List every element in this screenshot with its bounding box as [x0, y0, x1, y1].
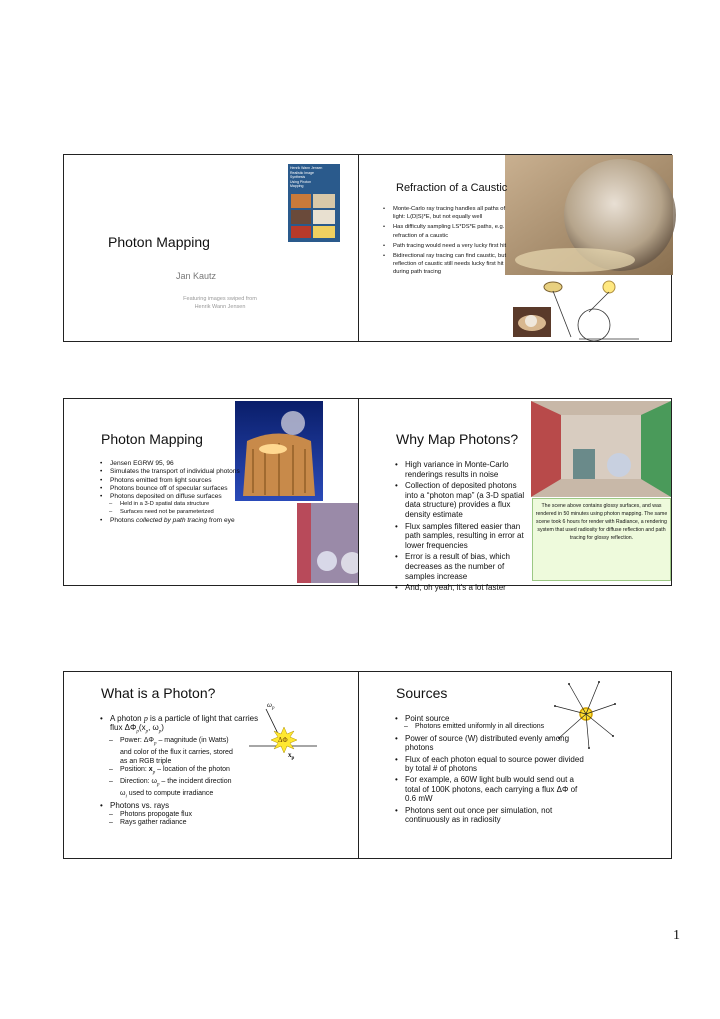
bullet-list: [395, 714, 585, 824]
bullet-item: • Monte-Carlo ray tracing handles all paths of light: L(D|S)*E, but not equally well: [383, 205, 513, 221]
sub-bullet-item: [100, 778, 272, 802]
text: , ω: [148, 723, 159, 733]
bullet-item: • Photons vs. rays: [100, 801, 272, 810]
text: – the incident direction ω: [120, 777, 232, 797]
render-caption: The scene above contains glossy surfaces, and was rendered in 50 minutes using photon mapping. The same scene took 6 hours for render with Radiance, a rendering system that used radiosity for diffuse reflection and path tracing for glossy reflection.: [532, 498, 671, 581]
slide-photon-mapping: [63, 398, 377, 586]
bullet-item: • Has difficulty sampling LS*DS*E paths, e.g. refraction of a caustic: [383, 223, 513, 239]
text: is a particle of light that carries flux ΔΦ: [110, 714, 259, 733]
page-number: 1: [673, 928, 680, 943]
book-cover: [288, 164, 340, 242]
slide-title: Sources: [396, 685, 448, 701]
slide-refraction-caustic: [358, 154, 672, 342]
bullet-item: • Flux of each photon equal to source power divided by total # of photons: [395, 755, 585, 774]
text: – magnitude (in Watts) and color of the flux it carries, stored as an RGB triple: [120, 737, 233, 765]
book-title-4: Mapping: [290, 184, 304, 188]
book-title-2: Synthesis: [290, 175, 306, 179]
text: Direction: ω: [120, 777, 157, 785]
math-x: x: [148, 766, 153, 774]
math-sub-p: p: [136, 730, 139, 735]
math-p: p: [143, 714, 148, 723]
diag-x-label: $x_p$: [288, 751, 295, 761]
diag-dphi-label: ΔΦ: [278, 736, 288, 744]
bullet-item: • And, oh yeah, it’s a lot faster: [395, 583, 531, 593]
text: – location of the photon: [155, 766, 230, 774]
bullet-item: • Power of source (W) distributed evenly among photons: [395, 734, 585, 753]
slide-why-map-photons: [358, 398, 672, 593]
sub-bullet-item: – Photons emitted uniformly in all directions: [395, 723, 585, 731]
text: ): [161, 723, 164, 733]
bullet-item: • Collection of deposited photons into a “photon map” (a 3-D spatial data structure) provides a flux density estimate: [395, 481, 531, 519]
bullet-item: [100, 714, 272, 737]
math-sub-p: p: [145, 730, 149, 735]
sub-bullet-item: [100, 766, 272, 778]
credit-line-2: Henrik Wann Jensen: [194, 304, 246, 310]
bullet-list: [395, 460, 531, 593]
math-sub-i: i: [125, 794, 127, 799]
bullet-emphasis: collected by path tracing: [136, 516, 208, 524]
bullet-text: Photons: [110, 516, 137, 524]
bullet-list: [100, 460, 260, 525]
bullet-item: • Path tracing would need a very lucky first hit: [383, 242, 513, 250]
bullet-item: • Error is a result of bias, which decreases as the number of samples increase: [395, 552, 531, 581]
diag-omega-label: $\omega_p$: [267, 701, 275, 711]
bullet-text: from eye: [207, 516, 235, 524]
text: Power: ΔΦ: [120, 737, 154, 745]
text: (x: [138, 723, 146, 733]
text: A photon: [110, 714, 144, 723]
bullet-item: • Photons sent out once per simulation, not continuously as in radiosity: [395, 806, 585, 825]
bullet-item: • Flux samples filtered easier than path samples, resulting in error at lower frequencies: [395, 522, 531, 551]
math-sub-p: p: [156, 782, 160, 788]
credit-line-1: Featuring images swiped from: [183, 296, 257, 302]
bullet-item: • Jensen EGRW 95, 96: [100, 460, 260, 468]
slide-sources: [358, 671, 672, 859]
sub-bullet-item: – Photons propogate flux: [100, 811, 272, 819]
slide-photon-mapping-title: [63, 154, 377, 342]
book-title-3: Using Photon: [290, 179, 312, 184]
photon-diagram: [249, 700, 319, 780]
book-title-1: Realistic Image: [290, 170, 314, 175]
bullet-item: • Simulates the transport of individual photons: [100, 468, 260, 476]
bullet-item: • For example, a 60W light bulb would send out a total of 100K photons, each carrying a flux ΔΦ of 0.6 mW: [395, 775, 585, 803]
math-sub-p: p: [158, 730, 162, 735]
slide-title: Refraction of a Caustic: [396, 182, 508, 194]
bullet-item: • Photons deposited on diffuse surfaces: [100, 493, 260, 501]
bullet-list: [383, 205, 513, 277]
text: Position:: [120, 766, 149, 774]
refraction-render-image: [505, 155, 673, 275]
book-author: Henrik Wann Jensen: [290, 166, 323, 170]
bullet-item: [100, 517, 260, 525]
sub-bullet-item: – Surfaces need not be parameterized: [100, 509, 260, 517]
slide-title: Photon Mapping: [101, 431, 203, 447]
bullet-item: • Photons emitted from light sources: [100, 477, 260, 485]
slide-title: Photon Mapping: [108, 234, 210, 250]
slide-title: What is a Photon?: [101, 685, 216, 701]
sub-bullet-item: – Rays gather radiance: [100, 819, 272, 827]
sub-bullet-item: – Held in a 3-D spatial data structure: [100, 501, 260, 509]
math-sub-p: p: [152, 770, 156, 776]
bullet-item: • Point source: [395, 714, 585, 723]
slide-what-is-photon: [63, 671, 377, 859]
bullet-item: • High variance in Monte-Carlo renderings results in noise: [395, 460, 531, 479]
slide-title: Why Map Photons?: [396, 431, 519, 447]
caustic-thumbnail-image: [513, 307, 551, 337]
bullet-item: • Photons bounce off of specular surfaces: [100, 485, 260, 493]
author-name: Jan Kautz: [176, 271, 217, 281]
math-sub-p: p: [154, 741, 157, 747]
bullet-list: [100, 714, 272, 828]
text: used to compute irradiance: [126, 789, 214, 797]
sub-bullet-item: [100, 737, 272, 766]
bullet-item: • Bidirectional ray tracing can find caustic, but reflection of caustic still needs lucky first hit during path tracing: [383, 252, 513, 277]
glossy-scene-render-image: [531, 401, 671, 497]
